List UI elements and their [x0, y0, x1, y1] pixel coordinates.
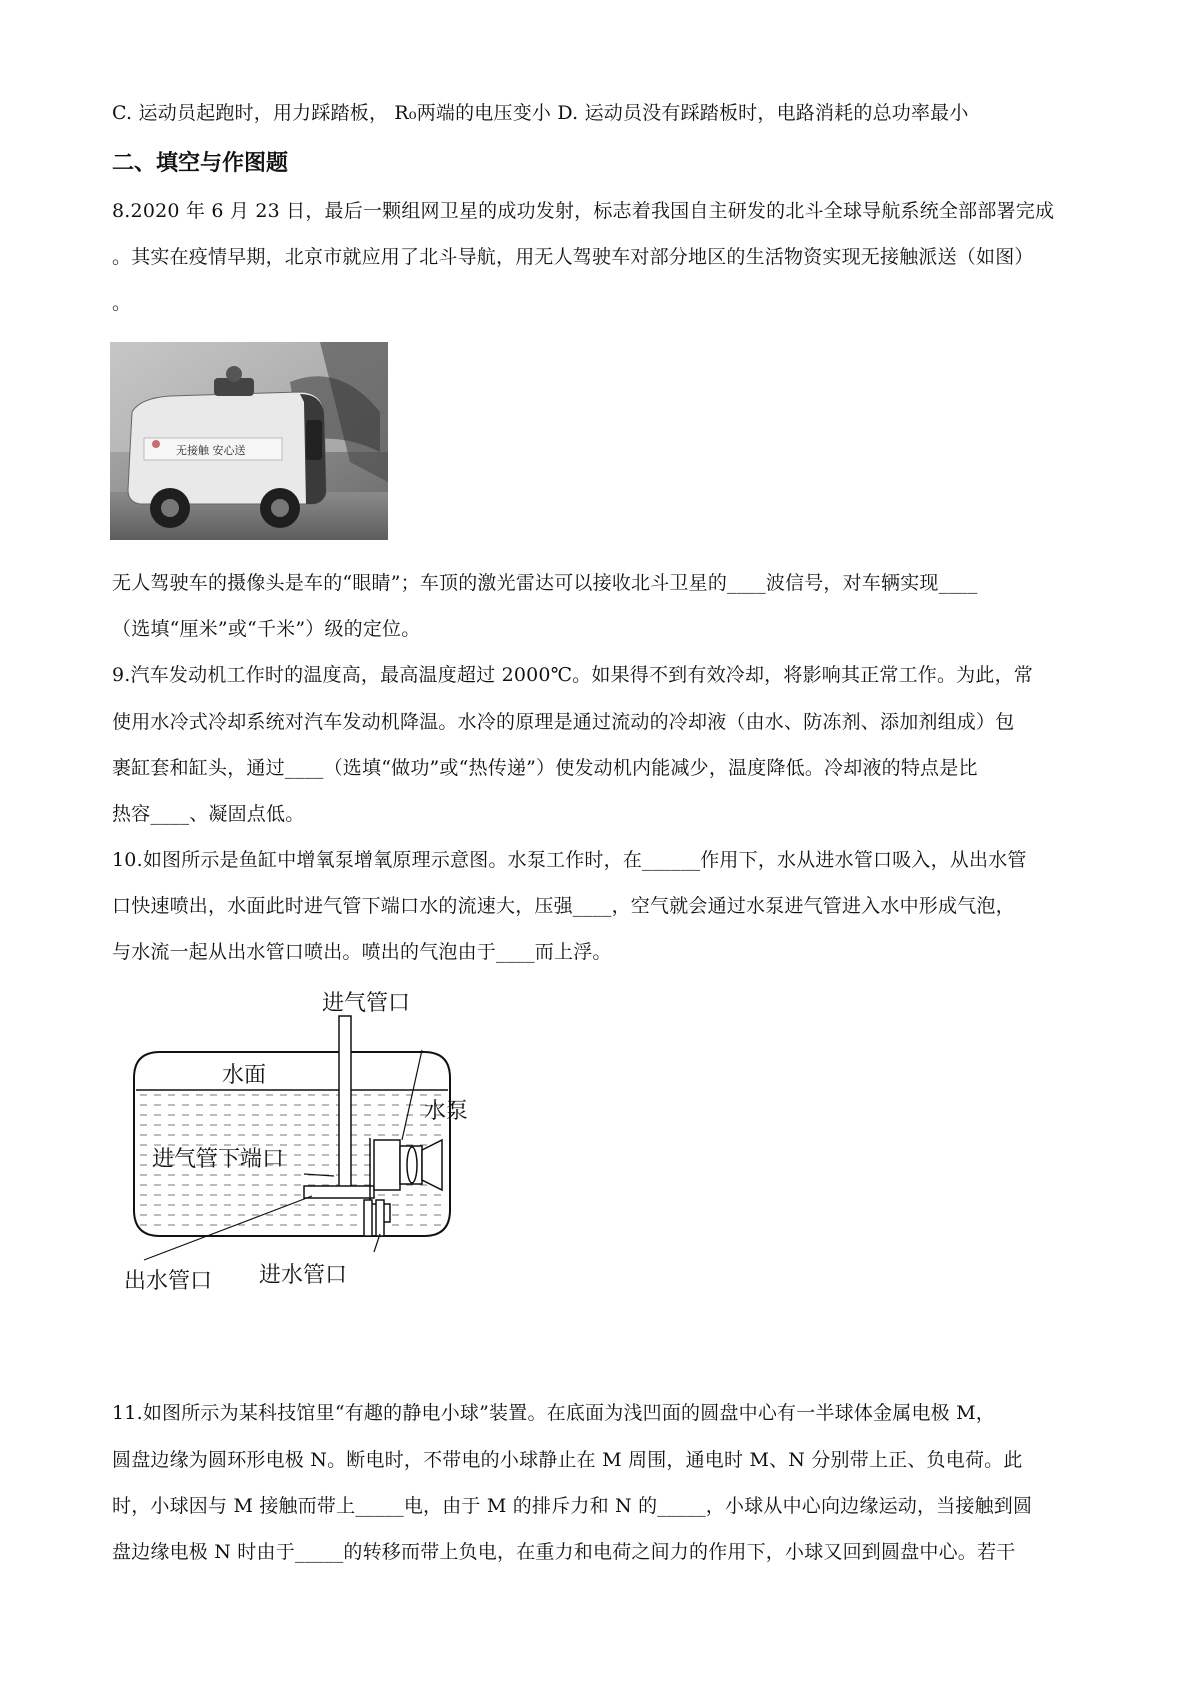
aerator-pump-diagram — [124, 990, 534, 1310]
vehicle-sign-text: 无接触 安心送 — [176, 444, 246, 457]
question-8-line-1: 8.2020 年 6 月 23 日，最后一颗组网卫星的成功发射，标志着我国自主研发的北斗全球导航系统全部部署完成 — [112, 200, 1055, 222]
option-line-cd: C. 运动员起跑时，用力踩踏板， R₀两端的电压变小 D. 运动员没有踩踏板时，电路消耗的总功率最小 — [112, 102, 969, 124]
delivery-vehicle-photo — [110, 342, 388, 540]
question-9-line-1: 9.汽车发动机工作时的温度高，最高温度超过 2000℃。如果得不到有效冷却，将影响其正常工作。为此，常 — [112, 664, 1033, 686]
label-water-surface: 水面 — [222, 1063, 267, 1088]
question-9-line-4: 热容____、凝固点低。 — [112, 803, 305, 825]
question-11-line-2: 圆盘边缘为圆环形电极 N。断电时，不带电的小球静止在 M 周围，通电时 M、N 分别带上正、负电荷。此 — [112, 1449, 1023, 1471]
question-8-line-3: 。 — [112, 292, 132, 314]
question-10-line-1: 10.如图所示是鱼缸中增氧泵增氧原理示意图。水泵工作时，在______作用下，水从进水管口吸入，从出水管 — [112, 849, 1027, 871]
label-air-inlet: 进气管口 — [322, 991, 411, 1016]
question-9-line-2: 使用水冷式冷却系统对汽车发动机降温。水冷的原理是通过流动的冷却液（由水、防冻剂、添加剂组成）包 — [112, 711, 1015, 733]
label-water-outlet: 出水管口 — [124, 1269, 213, 1294]
question-8-line-4: 无人驾驶车的摄像头是车的“眼睛”；车顶的激光雷达可以接收北斗卫星的____波信号，对车辆实现____ — [112, 572, 978, 594]
question-10-line-2: 口快速喷出，水面此时进气管下端口水的流速大，压强____，空气就会通过水泵进气管进入水中形成气泡， — [112, 895, 1015, 917]
question-9-line-3: 裹缸套和缸头，通过____（选填“做功”或“热传递”）使发动机内能减少，温度降低。冷却液的特点是比 — [112, 757, 978, 779]
question-10-line-3: 与水流一起从出水管口喷出。喷出的气泡由于____而上浮。 — [112, 941, 612, 963]
section-heading: 二、填空与作图题 — [112, 151, 289, 176]
label-air-pipe-lower-end: 进气管下端口 — [152, 1147, 285, 1172]
question-11-line-1: 11.如图所示为某科技馆里“有趣的静电小球”装置。在底面为浅凹面的圆盘中心有一半球体金属电极 M， — [112, 1402, 995, 1424]
question-11-line-4: 盘边缘电极 N 时由于_____的转移而带上负电，在重力和电荷之间力的作用下，小球又回到圆盘中心。若干 — [112, 1541, 1016, 1563]
question-8-line-5: （选填“厘米”或“千米”）级的定位。 — [112, 618, 421, 640]
question-8-line-2: 。其实在疫情早期，北京市就应用了北斗导航，用无人驾驶车对部分地区的生活物资实现无接触派送（如图） — [112, 246, 1034, 268]
label-water-inlet: 进水管口 — [259, 1263, 348, 1288]
question-11-line-3: 时，小球因与 M 接触而带上_____电，由于 M 的排斥力和 N 的_____，小球从中心向边缘运动，当接触到圆 — [112, 1495, 1033, 1517]
label-water-pump: 水泵 — [424, 1099, 469, 1124]
